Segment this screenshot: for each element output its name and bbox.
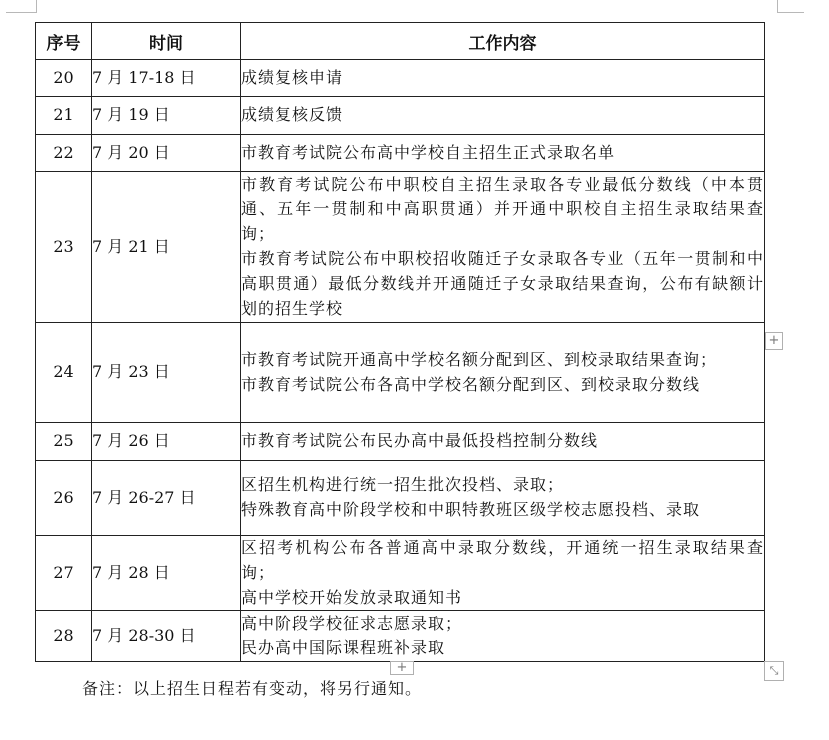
content-line: 区招生机构进行统一招生批次投档、录取； [241, 475, 565, 495]
cell-content[interactable] [241, 60, 765, 97]
cell-time[interactable]: 7 月 19 日 [92, 97, 241, 135]
cell-time[interactable]: 7 月 28-30 日 [92, 611, 241, 662]
resize-handle-icon[interactable]: ⤡ [764, 661, 784, 681]
content-line: 成绩复核反馈 [241, 105, 344, 125]
content-line: 区招考机构公布各普通高中录取分数线，开通统一招生录取结果查询； [241, 538, 764, 582]
footnote: 备注：以上招生日程若有变动，将另行通知。 [82, 679, 423, 698]
cell-content[interactable] [241, 323, 765, 423]
content-line: 市教育考试院公布中职校招收随迁子女录取各专业（五年一贯制和中高职贯通）最低分数线并开通随迁子女录取结果查询，公布有缺额计划的招生学校 [241, 249, 764, 318]
cell-time[interactable]: 7 月 20 日 [92, 135, 241, 172]
cell-no[interactable]: 23 [36, 172, 92, 323]
content-line: 民办高中国际课程班补录取 [241, 638, 446, 658]
content-line: 市教育考试院公布各高中学校名额分配到区、到校录取分数线 [241, 374, 701, 394]
content-line: 市教育考试院开通高中学校名额分配到区、到校录取结果查询； [241, 349, 718, 369]
cell-content[interactable] [241, 611, 765, 662]
table-row [36, 172, 765, 323]
header-content: 工作内容 [241, 23, 765, 60]
content-line: 高中学校开始发放录取通知书 [241, 587, 463, 607]
header-time: 时间 [92, 23, 241, 60]
content-line: 成绩复核申请 [241, 67, 344, 87]
header-no: 序号 [36, 23, 92, 60]
content-line: 市教育考试院公布中职校自主招生录取各专业最低分数线（中本贯通、五年一贯制和中高职贯通）并开通中职校自主招生录取结果查询； [241, 174, 764, 244]
page-corner-mark [6, 0, 37, 13]
cell-no[interactable]: 21 [36, 97, 92, 135]
cell-content[interactable] [241, 172, 765, 323]
cell-no[interactable]: 28 [36, 611, 92, 662]
cell-time[interactable]: 7 月 26 日 [92, 423, 241, 461]
table-row [36, 60, 765, 97]
content-line: 高中阶段学校征求志愿录取； [241, 613, 463, 633]
cell-no[interactable]: 26 [36, 461, 92, 536]
cell-time[interactable]: 7 月 23 日 [92, 323, 241, 423]
table-row [36, 135, 765, 172]
table-row [36, 423, 765, 461]
page-corner-mark [777, 0, 804, 13]
table-row [36, 461, 765, 536]
cell-no[interactable]: 22 [36, 135, 92, 172]
table-row [36, 536, 765, 611]
cell-no[interactable]: 20 [36, 60, 92, 97]
cell-no[interactable]: 25 [36, 423, 92, 461]
content-line: 特殊教育高中阶段学校和中职特教班区级学校志愿投档、录取 [241, 500, 701, 519]
cell-time[interactable]: 7 月 17-18 日 [92, 60, 241, 97]
cell-no[interactable]: 24 [36, 323, 92, 423]
schedule-table [35, 22, 765, 662]
table-row [36, 611, 765, 662]
cell-time[interactable]: 7 月 21 日 [92, 172, 241, 323]
cell-content[interactable] [241, 536, 765, 611]
add-row-button[interactable]: + [390, 661, 414, 675]
cell-content[interactable] [241, 135, 765, 172]
cell-time[interactable]: 7 月 28 日 [92, 536, 241, 611]
cell-time[interactable]: 7 月 26-27 日 [92, 461, 241, 536]
cell-content[interactable] [241, 461, 765, 536]
table-row [36, 97, 765, 135]
table-header-row [36, 23, 765, 60]
add-column-button[interactable]: + [765, 332, 783, 350]
cell-no[interactable]: 27 [36, 536, 92, 611]
table-row [36, 323, 765, 423]
content-line: 市教育考试院公布高中学校自主招生正式录取名单 [241, 142, 616, 162]
cell-content[interactable] [241, 423, 765, 461]
content-line: 市教育考试院公布民办高中最低投档控制分数线 [241, 431, 599, 451]
cell-content[interactable] [241, 97, 765, 135]
